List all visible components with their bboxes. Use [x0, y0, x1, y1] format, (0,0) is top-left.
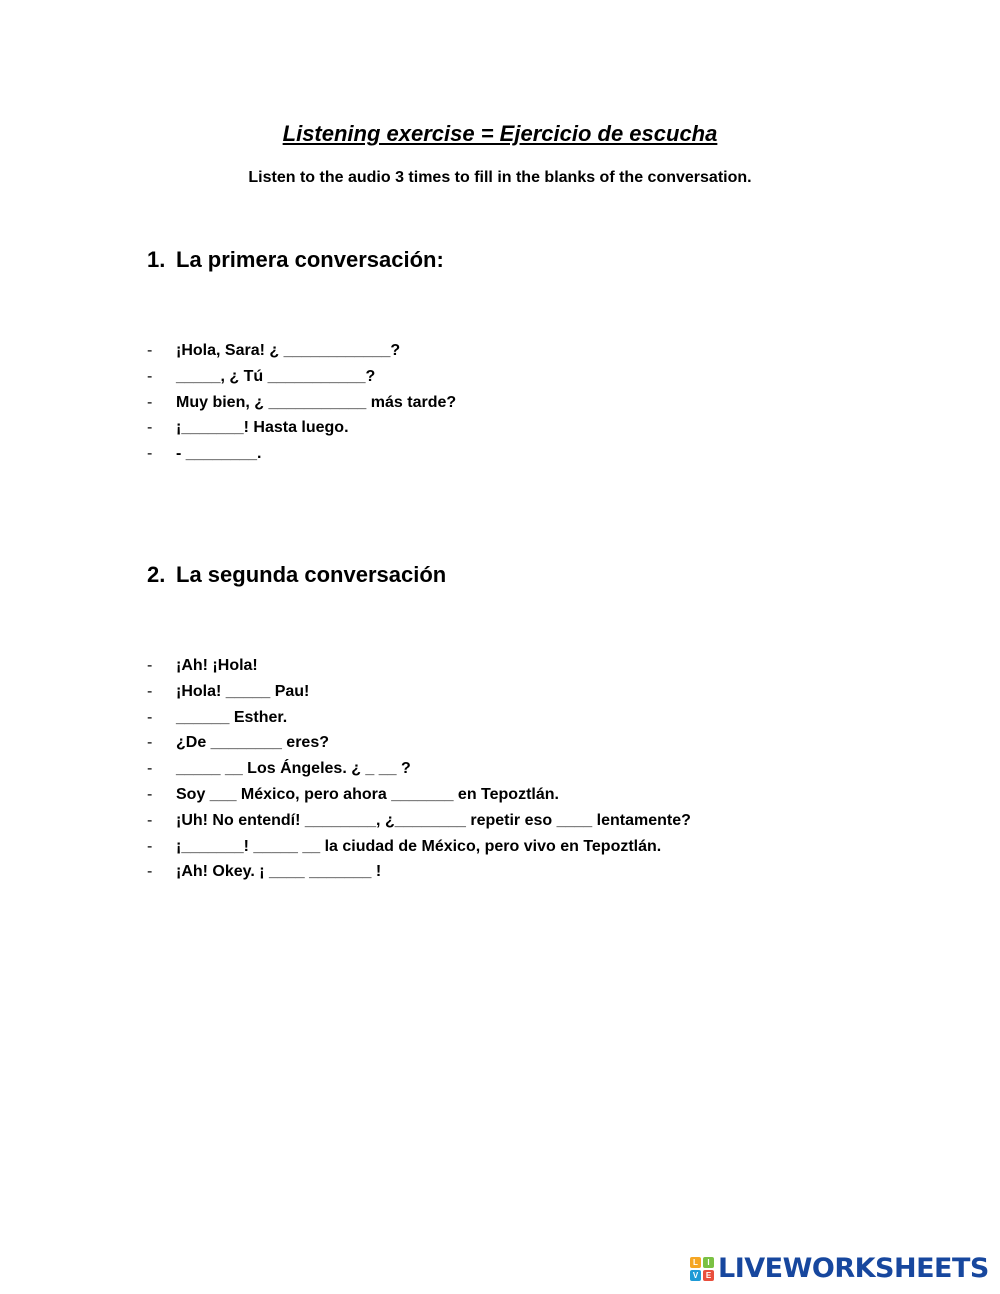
line-text[interactable]: ¡Hola! _____ Pau!: [176, 682, 310, 700]
section-1-title: La primera conversación:: [176, 247, 444, 272]
worksheet-instructions: Listen to the audio 3 times to fill in the blanks of the conversation.: [248, 169, 752, 186]
logo-tile-i: I: [703, 1257, 714, 1268]
list-dash: -: [147, 419, 153, 437]
list-dash: -: [147, 734, 153, 752]
line-text[interactable]: ______ Esther.: [176, 708, 288, 726]
liveworksheets-logo-icon: [690, 1257, 714, 1281]
section-1-heading: [147, 246, 444, 274]
liveworksheets-brand: [690, 1254, 989, 1284]
line-text[interactable]: Soy ___ México, pero ahora _______ en Tepoztlán.: [176, 785, 559, 803]
line-text[interactable]: ¡Hola, Sara! ¿ ____________?: [176, 342, 401, 359]
logo-tile-l: L: [690, 1257, 701, 1268]
line-text[interactable]: ¡Ah! Okey. ¡ ____ _______ !: [176, 863, 382, 881]
line-text[interactable]: - ________.: [176, 445, 262, 463]
list-dash: -: [147, 682, 153, 700]
list-dash: -: [147, 445, 153, 463]
logo-tile-e: E: [703, 1270, 714, 1281]
list-dash: -: [147, 342, 153, 359]
list-dash: -: [147, 785, 153, 803]
line-text[interactable]: ¡Uh! No entendí! ________, ¿________ repetir eso ____ lentamente?: [176, 811, 691, 829]
line-text[interactable]: ¡Ah! ¡Hola!: [176, 657, 258, 674]
line-text[interactable]: _____ __ Los Ángeles. ¿ _ __ ?: [176, 760, 411, 778]
section-2-title: La segunda conversación: [176, 562, 447, 587]
section-2-heading: [147, 561, 446, 589]
list-dash: -: [147, 393, 153, 411]
list-dash: -: [147, 760, 153, 778]
line-text[interactable]: Muy bien, ¿ ___________ más tarde?: [176, 393, 457, 411]
list-dash: -: [147, 657, 153, 674]
list-dash: -: [147, 837, 153, 855]
liveworksheets-wordmark: LIVEWORKSHEETS: [718, 1253, 989, 1284]
line-text[interactable]: ¡_______! Hasta luego.: [176, 419, 349, 437]
worksheet-title: Listening exercise = Ejercicio de escucha: [282, 121, 718, 146]
line-text[interactable]: _____, ¿ Tú ___________?: [176, 367, 376, 385]
section-2-number: 2.: [147, 562, 166, 587]
list-dash: -: [147, 863, 153, 881]
list-dash: -: [147, 367, 153, 385]
line-text[interactable]: ¿De ________ eres?: [176, 734, 329, 752]
logo-tile-v: V: [690, 1270, 701, 1281]
list-dash: -: [147, 708, 153, 726]
section-1-number: 1.: [147, 247, 166, 272]
line-text[interactable]: ¡_______! _____ __ la ciudad de México, pero vivo en Tepoztlán.: [176, 837, 662, 855]
list-dash: -: [147, 811, 153, 829]
